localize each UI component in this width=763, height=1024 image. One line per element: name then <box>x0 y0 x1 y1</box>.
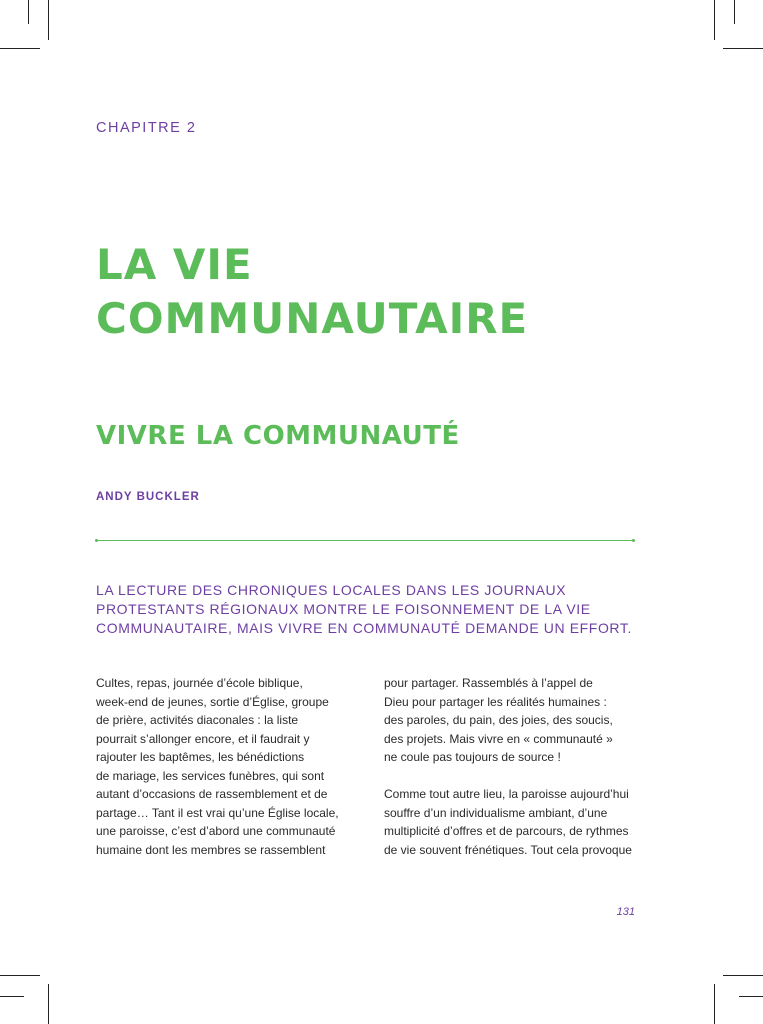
text-line: souffre d’un individualisme ambiant, d’une <box>384 805 608 820</box>
body-column-left <box>96 674 366 859</box>
crop-mark-bottom-left-h2 <box>0 996 24 997</box>
text-line: rajouter les baptêmes, les bénédictions <box>96 750 305 764</box>
text-line: de vie souvent frénétiques. Tout cela provoque <box>384 842 632 857</box>
text-line: partage… Tant il est vrai qu’une Église locale, <box>96 805 339 820</box>
section-subtitle: VIVRE LA COMMUNAUTÉ <box>96 421 460 451</box>
page-number: 131 <box>616 906 635 918</box>
text-line: pourrait s’allonger encore, et il faudrait y <box>96 731 310 746</box>
text-line: une paroisse, c’est d’abord une communauté <box>96 824 336 838</box>
text-line: multiplicité d’offres et de parcours, de rythmes <box>384 824 629 838</box>
text-line: Cultes, repas, journée d’école biblique, <box>96 676 303 690</box>
chapter-title <box>96 238 528 346</box>
author-name: ANDY BUCKLER <box>96 491 200 503</box>
lead-line: LA LECTURE DES CHRONIQUES LOCALES DANS LES JOURNAUX <box>96 582 567 598</box>
text-line: de mariage, les services funèbres, qui sont <box>96 768 325 783</box>
text-line: ne coule pas toujours de source ! <box>384 750 561 764</box>
crop-mark-bottom-left-v <box>48 984 49 1024</box>
crop-mark-bottom-right-v <box>714 984 715 1024</box>
chapter-label: CHAPITRE 2 <box>96 120 197 136</box>
text-line: Comme tout autre lieu, la paroisse aujourd’hui <box>384 787 629 801</box>
chapter-title-line-2: COMMUNAUTAIRE <box>96 294 529 343</box>
paragraph-gap <box>384 767 654 786</box>
crop-mark-bottom-right-h <box>723 975 763 976</box>
lead-paragraph <box>96 581 656 638</box>
crop-mark-top-left-v2 <box>28 0 29 24</box>
text-line: humaine dont les membres se rassemblent <box>96 842 326 857</box>
divider-rule <box>96 540 634 541</box>
crop-mark-top-right-v <box>714 0 715 40</box>
text-line: de prière, activités diaconales : la liste <box>96 713 299 727</box>
text-line: des paroles, du pain, des joies, des soucis, <box>384 713 613 727</box>
lead-line: COMMUNAUTAIRE, MAIS VIVRE EN COMMUNAUTÉ DEMANDE UN EFFORT. <box>96 620 632 636</box>
crop-mark-top-right-v2 <box>734 0 735 24</box>
text-line: week-end de jeunes, sortie d’Église, groupe <box>96 694 329 709</box>
crop-mark-bottom-right-h2 <box>739 996 763 997</box>
crop-mark-top-left-h <box>0 48 40 49</box>
chapter-title-line-1: LA VIE <box>96 240 253 289</box>
crop-mark-top-right-h <box>723 48 763 49</box>
lead-line: PROTESTANTS RÉGIONAUX MONTRE LE FOISONNEMENT DE LA VIE <box>96 601 591 617</box>
text-line: Dieu pour partager les réalités humaines : <box>384 694 607 709</box>
crop-mark-top-left-v <box>48 0 49 40</box>
body-column-right <box>384 674 654 859</box>
text-line: des projets. Mais vivre en « communauté » <box>384 731 613 746</box>
text-line: pour partager. Rassemblés à l’appel de <box>384 676 593 690</box>
crop-mark-bottom-left-h <box>0 975 40 976</box>
text-line: autant d’occasions de rassemblement et de <box>96 787 328 801</box>
